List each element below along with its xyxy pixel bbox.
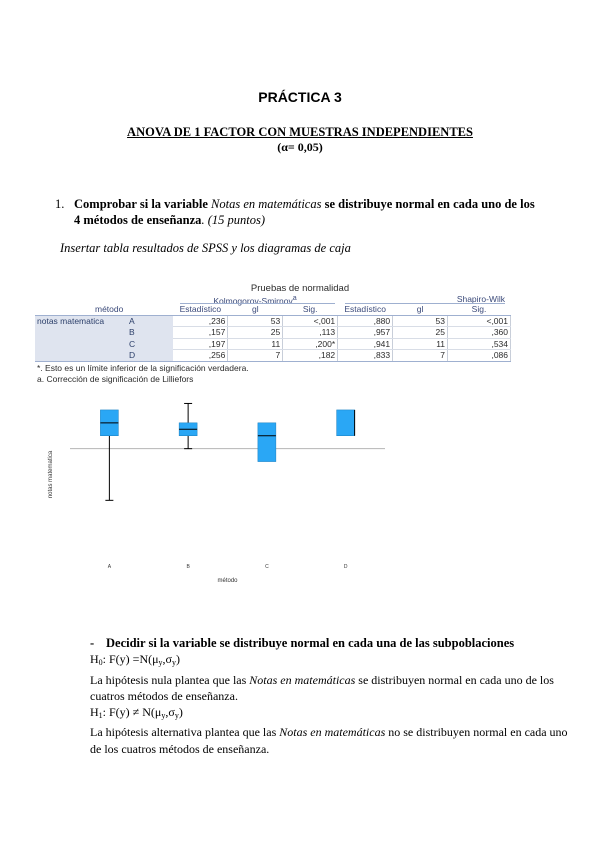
h1-symbol: H bbox=[90, 705, 99, 720]
cell: ,534 bbox=[448, 338, 511, 350]
box-C bbox=[258, 423, 276, 462]
row-label-empty bbox=[35, 338, 125, 350]
table-row bbox=[35, 350, 511, 362]
cell: 25 bbox=[393, 327, 448, 339]
h1-subscript: 1 bbox=[98, 711, 103, 721]
col-header: Estadístico bbox=[173, 304, 228, 315]
heading-dash: - bbox=[90, 636, 95, 650]
row-label-empty bbox=[35, 350, 125, 362]
question-number: 1. bbox=[55, 197, 65, 211]
table-title: Pruebas de normalidad bbox=[250, 283, 350, 294]
h0-close: ) bbox=[176, 652, 181, 667]
h0-description bbox=[90, 672, 570, 705]
col-header: Sig. bbox=[448, 304, 511, 315]
table-row bbox=[35, 338, 511, 350]
method-cell: B bbox=[125, 327, 173, 339]
mu-subscript: y bbox=[161, 711, 166, 721]
cell: ,113 bbox=[283, 327, 338, 339]
question-bold-pre: Comprobar si la variable bbox=[74, 197, 212, 211]
table-header-row bbox=[35, 304, 511, 315]
cell: 53 bbox=[228, 315, 283, 327]
mu-subscript: y bbox=[158, 658, 163, 668]
col-header: gl bbox=[228, 304, 283, 315]
cell: ,236 bbox=[173, 315, 228, 327]
method-cell: D bbox=[125, 350, 173, 362]
h1-formula bbox=[90, 704, 570, 724]
alpha-level: (α= 0,05) bbox=[277, 140, 323, 154]
cell: 53 bbox=[393, 315, 448, 327]
page-subtitle: ANOVA DE 1 FACTOR CON MUESTRAS INDEPENDIENTES bbox=[127, 125, 473, 139]
cell: ,941 bbox=[338, 338, 393, 350]
h1-close: ) bbox=[178, 705, 183, 720]
h0-formula-text: : F(y) =N(μ bbox=[102, 652, 159, 667]
h0-text-post: se distribuyen normal en cada uno de los cuatros métodos de enseñanza. bbox=[90, 672, 554, 703]
cell: ,880 bbox=[338, 315, 393, 327]
row-label: notas matematica bbox=[35, 315, 125, 327]
table-footnote-1: *. Esto es un límite inferior de la significación verdadera. bbox=[37, 363, 249, 373]
cell: 11 bbox=[228, 338, 283, 350]
x-tick-label: B bbox=[186, 564, 190, 570]
normality-section bbox=[90, 635, 570, 757]
table-footnote-2: a. Corrección de significación de Lilliefors bbox=[37, 374, 194, 384]
cell: 7 bbox=[393, 350, 448, 362]
cell: ,200* bbox=[283, 338, 338, 350]
h1-text-post: no se distribuyen normal en cada uno de los cuatros métodos de enseñanza. bbox=[90, 725, 568, 756]
cell: ,197 bbox=[173, 338, 228, 350]
h0-formula bbox=[90, 651, 570, 671]
box-D bbox=[337, 410, 355, 436]
method-cell: A bbox=[125, 315, 173, 327]
question-variable: Notas en matemáticas bbox=[211, 197, 322, 211]
instruction-text: Insertar tabla resultados de SPSS y los diagramas de caja bbox=[60, 241, 351, 255]
cell: 11 bbox=[393, 338, 448, 350]
h0-subscript: 0 bbox=[98, 658, 103, 668]
normality-table bbox=[35, 304, 511, 362]
boxplot-chart bbox=[40, 392, 400, 587]
sw-header: Shapiro-Wilk bbox=[456, 294, 505, 304]
cell: 25 bbox=[228, 327, 283, 339]
h0-sigma: ,σ bbox=[162, 652, 173, 667]
col-header: método bbox=[35, 304, 173, 315]
page-title: PRÁCTICA 3 bbox=[258, 89, 342, 105]
row-label-empty bbox=[35, 327, 125, 339]
table-row bbox=[35, 327, 511, 339]
col-header: gl bbox=[393, 304, 448, 315]
heading-text: Decidir si la variable se distribuye normal en cada una de las subpoblaciones bbox=[106, 636, 515, 650]
cell: ,957 bbox=[338, 327, 393, 339]
cell: ,833 bbox=[338, 350, 393, 362]
h0-text-pre: La hipótesis nula plantea que las bbox=[90, 672, 250, 687]
question-bold-post: se distribuye normal en cada uno de los 4 métodos de enseñanza bbox=[74, 197, 535, 227]
cell: ,256 bbox=[173, 350, 228, 362]
h1-description bbox=[90, 724, 570, 757]
x-axis-label: método bbox=[217, 578, 238, 584]
question-text bbox=[74, 196, 544, 228]
col-header: Estadístico bbox=[338, 304, 393, 315]
cell: ,157 bbox=[173, 327, 228, 339]
cell: ,182 bbox=[283, 350, 338, 362]
cell: <,001 bbox=[283, 315, 338, 327]
h0-symbol: H bbox=[90, 652, 99, 667]
h1-formula-text: : F(y) ≠ N(μ bbox=[102, 705, 162, 720]
x-tick-label: A bbox=[107, 564, 112, 570]
y-axis-label: notas matematica bbox=[48, 450, 54, 499]
ks-header-label: Kolmogorov-Smirnov bbox=[213, 295, 293, 306]
x-tick-label: D bbox=[343, 564, 348, 570]
question-points: . (15 puntos) bbox=[201, 213, 265, 227]
sigma-subscript: y bbox=[172, 658, 177, 668]
table-row bbox=[35, 315, 511, 327]
cell: 7 bbox=[228, 350, 283, 362]
h0-text-variable: Notas en matemáticas bbox=[249, 672, 356, 687]
sigma-subscript: y bbox=[174, 711, 179, 721]
h1-text-variable: Notas en matemáticas bbox=[279, 725, 386, 740]
h1-text-pre: La hipótesis alternativa plantea que las bbox=[90, 725, 280, 740]
cell: ,086 bbox=[448, 350, 511, 362]
cell: ,360 bbox=[448, 327, 511, 339]
ks-header-sup: a bbox=[292, 294, 297, 302]
section-heading bbox=[90, 635, 570, 651]
h1-sigma: ,σ bbox=[165, 705, 175, 720]
cell: <,001 bbox=[448, 315, 511, 327]
method-cell: C bbox=[125, 338, 173, 350]
col-header: Sig. bbox=[283, 304, 338, 315]
x-tick-label: C bbox=[265, 564, 269, 570]
